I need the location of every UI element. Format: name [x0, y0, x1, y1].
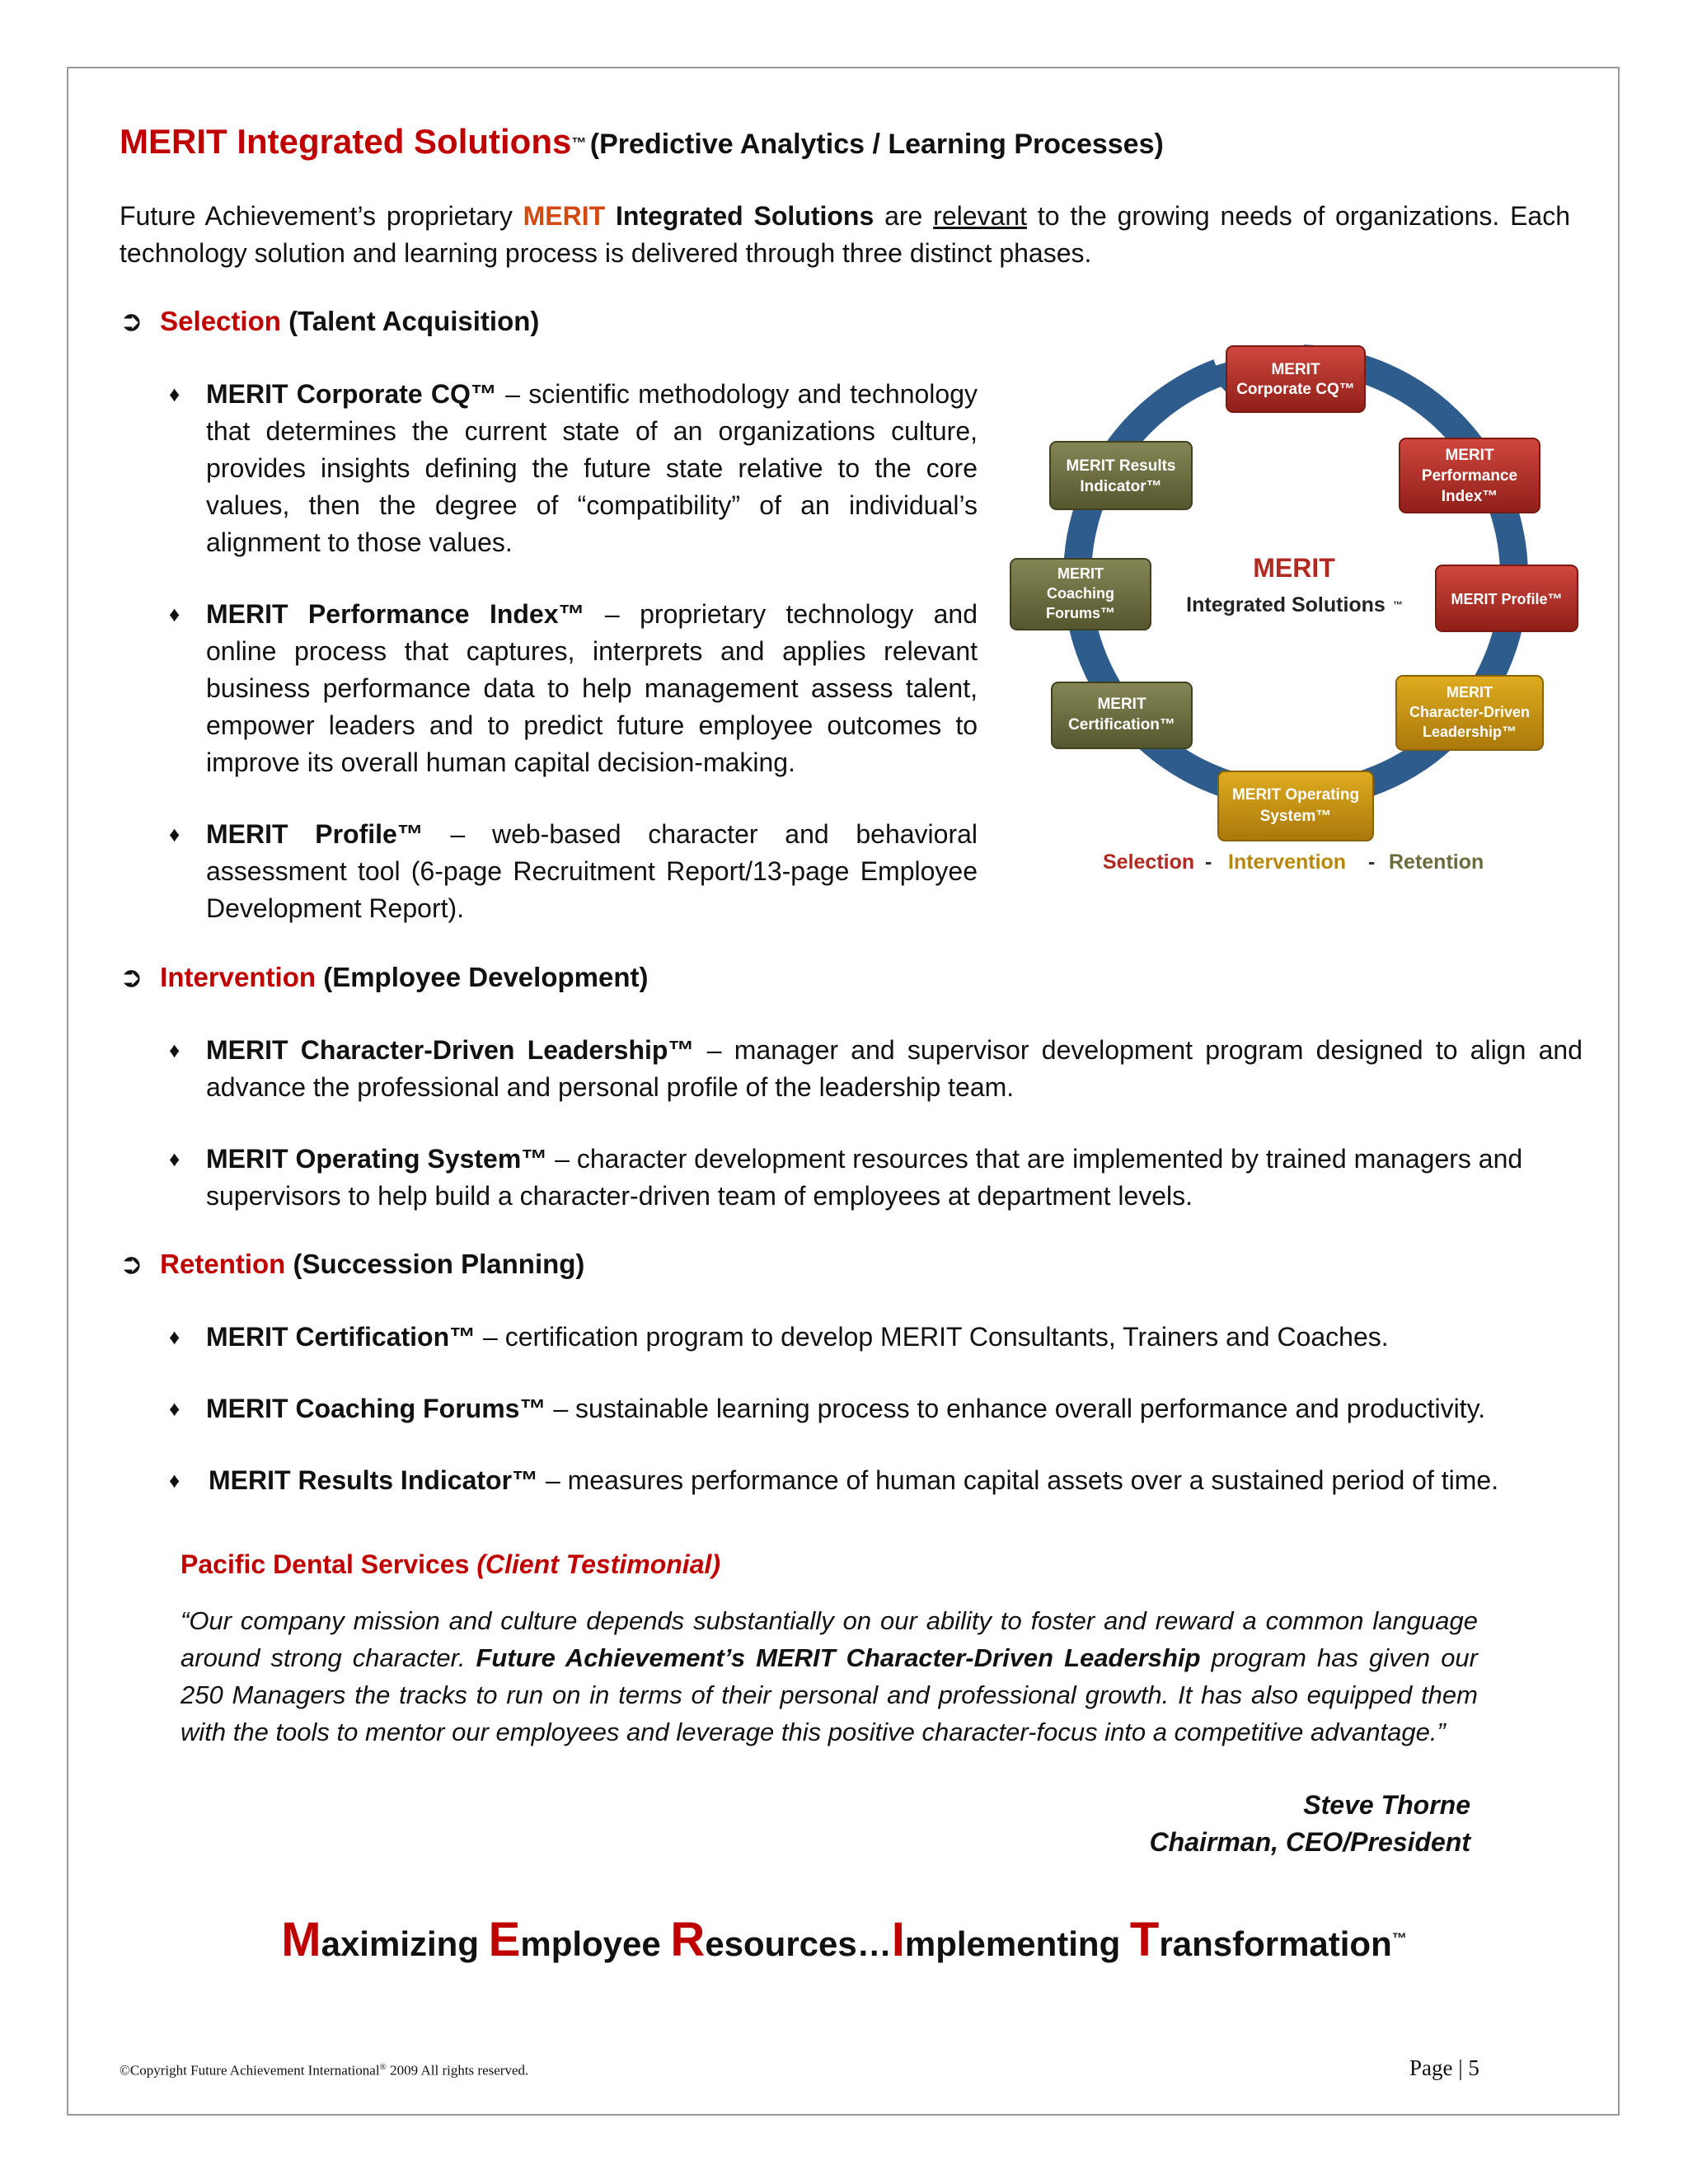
- motto: [0, 1912, 1688, 1967]
- intro-merit: MERIT: [523, 201, 606, 231]
- node-text: MERIT: [1097, 696, 1146, 713]
- item-name: MERIT Character-Driven Leadership™: [206, 1035, 695, 1065]
- item-desc: – web-based character and behavioral assessment tool (6-page Recruitment Report/13-page Employee Development Report).: [206, 819, 978, 923]
- motto-word: mplementing: [904, 1924, 1130, 1963]
- node-text: MERIT Results: [1066, 457, 1176, 475]
- node-text: Performance: [1421, 467, 1518, 485]
- item-operating-system: [206, 1141, 1582, 1215]
- item-corporate-cq: [206, 376, 978, 561]
- node-text: Character-Driven: [1409, 704, 1531, 720]
- section-selection: [120, 305, 539, 338]
- diamond-bullet-icon: ♦: [169, 1146, 181, 1171]
- node-performance-index: [1400, 438, 1540, 513]
- item-name: MERIT Profile™: [206, 819, 424, 849]
- section-retention: [120, 1248, 584, 1281]
- item-name: MERIT Certification™: [206, 1322, 476, 1352]
- node-coaching-forums: [1010, 559, 1151, 630]
- testimonial-label: (Client Testimonial): [476, 1549, 721, 1579]
- section-intervention-name: Intervention: [160, 962, 316, 992]
- item-desc: – certification program to develop MERIT Consultants, Trainers and Coaches.: [476, 1322, 1389, 1352]
- registered-mark: ®: [379, 2062, 387, 2072]
- motto-cap: I: [891, 1913, 905, 1966]
- diagram-center-title: MERIT: [1253, 553, 1335, 583]
- item-desc: – measures performance of human capital assets over a sustained period of time.: [538, 1465, 1499, 1495]
- node-text: Index™: [1441, 488, 1498, 505]
- diagram-center-sub: Integrated Solutions: [1186, 593, 1386, 616]
- node-text: MERIT: [1057, 565, 1104, 582]
- diamond-bullet-icon: ♦: [169, 1324, 181, 1349]
- testimonial-heading: [181, 1549, 720, 1580]
- quote-part-2: program has given our 250 Managers the tracks to run on in terms of their personal and professional growth. It has also equipped them with the tools to mentor our employees and leverage this positive character-focus into a competitive advantage.”: [181, 1643, 1478, 1746]
- node-operating-system: [1218, 771, 1373, 841]
- motto-cap: E: [488, 1913, 521, 1966]
- node-text: MERIT Profile™: [1451, 591, 1563, 607]
- motto-cap: M: [281, 1913, 321, 1966]
- motto-tm: ™: [1391, 1930, 1407, 1947]
- node-text: MERIT: [1447, 684, 1493, 701]
- diamond-bullet-icon: ♦: [169, 1396, 181, 1421]
- section-intervention: [120, 961, 648, 994]
- copyright-text: ©Copyright Future Achievement International: [120, 2062, 380, 2079]
- node-corporate-cq: [1226, 346, 1365, 412]
- diamond-bullet-icon: ♦: [169, 822, 181, 846]
- node-text: Coaching: [1046, 585, 1115, 602]
- item-profile: [206, 816, 978, 927]
- node-profile: [1436, 565, 1578, 631]
- node-character-driven: [1396, 676, 1543, 750]
- item-desc: – scientific methodology and technology that determines the current state of an organizations culture, provides insights defining the future state relative to the core values, then the degree of “compatibility” of an individual’s alignment to those values.: [206, 379, 978, 557]
- legend-sep: -: [1205, 851, 1212, 874]
- diagram-legend: [1103, 851, 1484, 874]
- page-title: [120, 122, 1164, 162]
- node-text: MERIT: [1445, 447, 1494, 464]
- item-name: MERIT Results Indicator™: [209, 1465, 539, 1495]
- arrow-right-icon: ➲: [120, 1249, 143, 1280]
- node-text: Forums™: [1045, 605, 1116, 621]
- item-name: MERIT Corporate CQ™: [206, 379, 497, 409]
- item-name: MERIT Operating System™: [206, 1144, 548, 1174]
- testimonial-client: Pacific Dental Services: [181, 1549, 470, 1579]
- section-retention-name: Retention: [160, 1249, 286, 1279]
- node-text: Leadership™: [1422, 724, 1517, 740]
- arrow-right-icon: ➲: [120, 962, 143, 993]
- motto-word: aximizing: [321, 1924, 489, 1963]
- legend-intervention: Intervention: [1228, 851, 1347, 874]
- item-desc: – proprietary technology and online process that captures, interprets and applies relevant business performance data to help management assess talent, empower leaders and to predict future employee outcomes to improve its overall human capital decision-making.: [206, 599, 978, 777]
- section-selection-name: Selection: [160, 306, 281, 336]
- node-text: MERIT: [1271, 361, 1320, 378]
- merit-cycle-diagram: [1006, 330, 1599, 890]
- intro-text-3: are: [874, 201, 934, 231]
- testimonial-role: Chairman, CEO/President: [1149, 1827, 1470, 1857]
- item-character-driven: [206, 1032, 1582, 1106]
- testimonial-author: Steve Thorne: [1303, 1790, 1470, 1820]
- legend-retention: Retention: [1389, 851, 1484, 874]
- node-text: Certification™: [1068, 716, 1175, 733]
- section-intervention-sub: (Employee Development): [323, 962, 649, 992]
- title-tm: ™: [571, 134, 587, 152]
- section-selection-sub: (Talent Acquisition): [288, 306, 540, 336]
- node-results-indicator: [1050, 442, 1192, 509]
- motto-cap: T: [1129, 1913, 1160, 1966]
- node-certification: [1052, 682, 1192, 748]
- legend-sep: -: [1368, 851, 1376, 874]
- footer-copyright: [120, 2062, 528, 2079]
- node-text: Corporate CQ™: [1236, 381, 1355, 398]
- item-name: MERIT Performance Index™: [206, 599, 585, 629]
- item-results-indicator: [209, 1462, 1585, 1499]
- intro-text-4: to the growing needs of organizations. Each technology solution and learning process is delivered through three distinct phases.: [120, 201, 1571, 268]
- node-text: System™: [1259, 808, 1332, 825]
- motto-cap: R: [670, 1913, 706, 1966]
- item-name: MERIT Coaching Forums™: [206, 1394, 546, 1423]
- node-text: Indicator™: [1080, 478, 1162, 495]
- motto-word: esources…: [705, 1924, 892, 1963]
- item-desc: – manager and supervisor development program designed to align and advance the professional and personal profile of the leadership team.: [206, 1035, 1583, 1102]
- intro-text-1: Future Achievement’s proprietary: [120, 201, 523, 231]
- diamond-bullet-icon: ♦: [169, 602, 181, 626]
- section-retention-sub: (Succession Planning): [293, 1249, 585, 1279]
- node-text: MERIT Operating: [1231, 786, 1360, 804]
- copyright-text: 2009 All rights reserved.: [386, 2062, 529, 2079]
- item-coaching-forums: [206, 1390, 1582, 1427]
- diamond-bullet-icon: ♦: [169, 382, 181, 406]
- item-desc: – character development resources that are implemented by trained managers and supervisors to help build a character-driven team of employees at department levels.: [206, 1144, 1523, 1211]
- title-brand: MERIT Integrated Solutions: [120, 122, 572, 161]
- page-number: Page | 5: [1409, 2055, 1479, 2080]
- motto-word: mployee: [520, 1924, 671, 1963]
- quote-part-1: “Our company mission and culture depends substantially on our ability to foster and reward a common language around strong character.: [181, 1606, 1478, 1672]
- testimonial-quote: [181, 1602, 1478, 1750]
- intro-integrated: Integrated Solutions: [605, 201, 874, 231]
- item-performance-index: [206, 596, 978, 781]
- legend-selection: Selection: [1103, 851, 1195, 874]
- diamond-bullet-icon: ♦: [169, 1038, 181, 1062]
- diagram-center-tm: ™: [1393, 599, 1403, 611]
- item-desc: – sustainable learning process to enhance overall performance and productivity.: [546, 1394, 1486, 1423]
- intro-paragraph: [120, 198, 1570, 272]
- item-certification: [206, 1319, 1582, 1356]
- arrow-right-icon: ➲: [120, 306, 143, 337]
- intro-relevant: relevant: [933, 201, 1028, 231]
- testimonial-signature: [989, 1787, 1470, 1861]
- title-subtitle: (Predictive Analytics / Learning Processes): [589, 129, 1164, 160]
- diamond-bullet-icon: ♦: [169, 1468, 181, 1493]
- motto-word: ransformation: [1159, 1924, 1392, 1963]
- quote-bold: Future Achievement’s MERIT Character-Driven Leadership: [476, 1643, 1201, 1672]
